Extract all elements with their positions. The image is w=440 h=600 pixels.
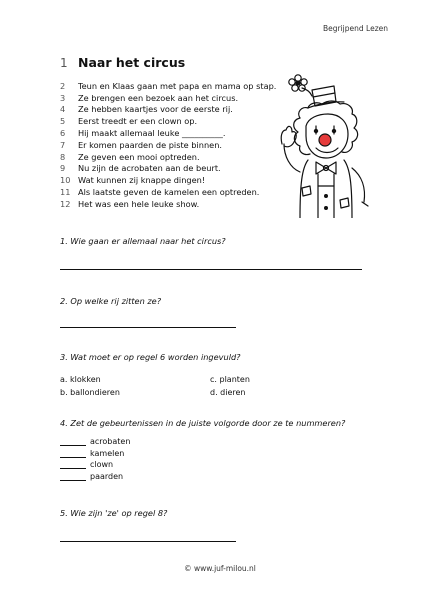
question-2: 2. Op welke rij zitten ze? [60,296,162,306]
ordering-list [60,436,130,482]
answer-line-5[interactable] [60,541,236,542]
text-line [60,127,276,139]
ordering-item [60,471,130,483]
page-title: Naar het circus [78,55,186,70]
answer-line-2[interactable] [60,327,236,328]
line-text: Ze brengen een bezoek aan het circus. [78,92,239,103]
option-a[interactable]: a. klokken [60,375,101,384]
line-text: Nu zijn de acrobaten aan de beurt. [78,163,221,174]
text-line [60,198,276,210]
number-blank[interactable] [60,449,86,458]
question-4: 4. Zet de gebeurtenissen in de juiste volgorde door ze te nummeren? [60,418,346,428]
ordering-label: kamelen [90,448,125,458]
ordering-item [60,448,130,460]
line-text: Als laatste geven de kamelen een optreden. [78,187,260,198]
number-blank[interactable] [60,437,86,446]
line-text: Hij maakt allemaal leuke __________. [78,128,226,139]
answer-line-1[interactable] [60,269,362,270]
ordering-item [60,436,130,448]
title-line-number: 1 [60,56,68,70]
text-line [60,92,276,104]
question-3: 3. Wat moet er op regel 6 worden ingevuld? [60,352,241,362]
header-label: Begrijpend Lezen [322,24,388,33]
text-line [60,115,276,127]
line-text: Ze geven een mooi optreden. [78,151,200,162]
option-d[interactable]: d. dieren [210,388,246,397]
line-number: 2 [60,80,66,91]
line-text: Ze hebben kaartjes voor de eerste rij. [78,104,233,115]
title-row [60,55,185,70]
text-line [60,80,276,92]
option-c[interactable]: c. planten [210,375,250,384]
question-5: 5. Wie zijn 'ze' op regel 8? [60,508,168,518]
line-text: Het was een hele leuke show. [78,198,200,209]
line-number: 8 [60,151,66,162]
line-number: 10 [60,175,71,186]
number-blank[interactable] [60,472,86,481]
line-number: 12 [60,198,71,209]
text-line [60,151,276,163]
line-number: 4 [60,104,66,115]
text-line [60,174,276,186]
text-line [60,139,276,151]
line-number: 6 [60,128,66,139]
option-b[interactable]: b. ballondieren [60,388,120,397]
clown-illustration [278,68,376,218]
number-blank[interactable] [60,460,86,469]
ordering-item [60,459,130,471]
line-text: Teun en Klaas gaan met papa en mama op stap. [78,80,277,91]
line-text: Wat kunnen zij knappe dingen! [78,175,206,186]
footer-credit: © www.juf-milou.nl [184,564,256,573]
text-line [60,186,276,198]
text-line [60,163,276,175]
line-number: 7 [60,139,66,150]
ordering-label: clown [90,460,114,470]
ordering-label: acrobaten [90,437,131,447]
line-number: 5 [60,116,66,127]
question-1: 1. Wie gaan er allemaal naar het circus? [60,236,226,246]
text-line [60,104,276,116]
line-text: Eerst treedt er een clown op. [78,116,198,127]
ordering-label: paarden [90,471,124,481]
line-number: 9 [60,163,66,174]
reading-text [60,80,276,210]
line-text: Er komen paarden de piste binnen. [78,139,222,150]
line-number: 11 [60,187,71,198]
line-number: 3 [60,92,66,103]
